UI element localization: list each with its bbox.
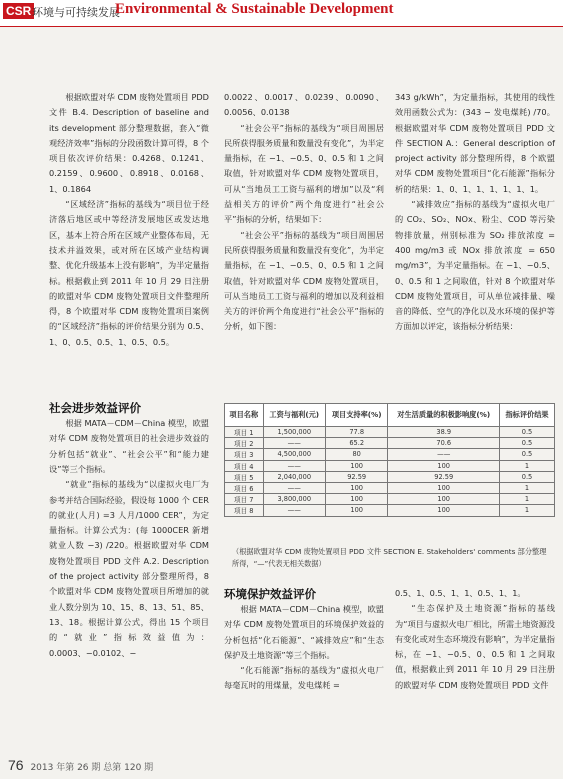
- table-cell: 100: [325, 494, 387, 505]
- header-section-en: Environmental & Sustainable Development: [115, 1, 394, 17]
- table-cell: 100: [325, 505, 387, 516]
- table-row: [225, 449, 555, 460]
- csr-badge: CSR: [3, 3, 34, 19]
- table-cell: 1,500,000: [263, 427, 325, 438]
- table-cell: ——: [263, 505, 325, 516]
- paragraph: 343 g/kWh”，为定量指标，其使用的线性效用函数公式为：(343 − 发电煤耗) /70。根据欧盟对华 CDM 废物处置项目 PDD 文件 SECTION A.：General description of project activity 部分整理所得，8 个欧盟对华 CDM 废物处置项目“化石能源”指标分析的结果：1、0、1、1、1、1、1、1。: [395, 92, 555, 194]
- table-cell: 70.6: [388, 438, 500, 449]
- table-cell: 1: [500, 494, 555, 505]
- paragraph: 0.0022、0.0017、0.0239、0.0090、0.0056、0.0138: [224, 92, 384, 118]
- table-cell: 100: [325, 460, 387, 471]
- table-cell: 项目 5: [225, 471, 264, 482]
- table-cell: 项目 8: [225, 505, 264, 516]
- page-header: [0, 0, 563, 27]
- page-footer: [8, 757, 153, 773]
- paragraph: “生态保护及土地资源”指标的基线为“项目与虚拟火电厂相比，所需土地资源没有变化或对生态环境没有影响”，为半定量指标，在 −1、−0.5、0、0.5 和 1 之间取值，根据截止到 2011 年 10 月 29 日注册的欧盟对华 CDM 废物处置项目 PDD 文件: [395, 603, 555, 690]
- column-2-bottom: [224, 586, 384, 694]
- table-header: 项目名称: [225, 404, 264, 427]
- paragraph: 根据 MATA－CDM－China 模型，欧盟对华 CDM 废物处置项目的环境保护效益的分析包括“化石能源”、“减排效应”和“生态保护及土地资源”等三个指标。: [224, 604, 384, 660]
- table-cell: 100: [388, 482, 500, 493]
- paragraph: “社会公平”指标的基线为“项目周围居民所获得服务质量和数量没有变化”，为半定量指标，在 −1、−0.5、0、0.5 和 1 之间取值，针对欧盟对华 CDM 废物处置项目，可从当地员工工资与福利的增加以及利益相关方的评价两个角度进行“社会公平”指标的分析，如下图：: [224, 229, 384, 332]
- column-2-top: [224, 90, 384, 335]
- table-header: 项目支持率(%): [325, 404, 387, 427]
- table-cell: 77.8: [325, 427, 387, 438]
- table-cell: 0.5: [500, 427, 555, 438]
- table-cell: 0.5: [500, 438, 555, 449]
- issue-info: 2013 年第 26 期 总第 120 期: [30, 763, 154, 773]
- table-cell: 项目 6: [225, 482, 264, 493]
- section-heading-environment: 环境保护效益评价: [224, 587, 316, 601]
- paragraph: “化石能源”指标的基线为“虚拟火电厂每毫瓦时的用煤量，发电煤耗 =: [224, 665, 384, 691]
- table-row: [225, 427, 555, 438]
- table-cell: 0.5: [500, 449, 555, 460]
- table-cell: 100: [388, 460, 500, 471]
- table-row: [225, 482, 555, 493]
- table-caption: （根据欧盟对华 CDM 废物处置项目 PDD 文件 SECTION E. Stakeholders' comments 部分整理所得，“—”代表无相关数据）: [232, 547, 547, 568]
- column-3-top: [395, 90, 555, 335]
- table-cell: 92.59: [388, 471, 500, 482]
- column-3-bottom: [395, 586, 555, 693]
- table-cell: 80: [325, 449, 387, 460]
- table-cell: 项目 3: [225, 449, 264, 460]
- table-row: [225, 471, 555, 482]
- table-cell: ——: [263, 438, 325, 449]
- table-row: [225, 460, 555, 471]
- table-header: 工资与福利(元): [263, 404, 325, 427]
- table-cell: 2,040,000: [263, 471, 325, 482]
- table-cell: 92.59: [325, 471, 387, 482]
- header-divider: [0, 26, 563, 27]
- table-cell: 100: [388, 494, 500, 505]
- table-cell: 0.5: [500, 471, 555, 482]
- table-header: 对生活质量的积极影响度(%): [388, 404, 500, 427]
- table-cell: 项目 4: [225, 460, 264, 471]
- paragraph: “就业”指标的基线为“以虚拟火电厂为参考并结合国际经验，假设每 1000 个 CER 的就业(人月) =3 人月/1000 CER”，为定量指标。计算公式为：(每 1000CER 新增就业人数 −3) /220。根据欧盟对华 CDM 废物处置项目 PDD 文件 A.2. Description of the project activity 部分整理所得，8 个欧盟对华 CDM 废物处置项目所增加的就业人数分别为 10、15、8、13、51、85、13、18。根据计算公式，得出 15 个项目的“就业”指标效益值为：0.0003、−0.0102、−: [49, 479, 209, 658]
- table-header: 指标评价结果: [500, 404, 555, 427]
- table-row: [225, 438, 555, 449]
- table-cell: 项目 7: [225, 494, 264, 505]
- table-row: [225, 494, 555, 505]
- table-cell: 100: [388, 505, 500, 516]
- table-cell: 项目 2: [225, 438, 264, 449]
- table-cell: 65.2: [325, 438, 387, 449]
- paragraph: 0.5、1、0.5、1、1、0.5、1、1。: [395, 588, 526, 598]
- table-cell: 38.9: [388, 427, 500, 438]
- paragraph: 根据 MATA－CDM－China 模型，欧盟对华 CDM 废物处置项目的社会进步效益的分析包括“就业”、“社会公平”和“能力建设”等三个指标。: [49, 418, 209, 474]
- paragraph: “减排效应”指标的基线为“虚拟火电厂的 CO₂、SO₂、NOx、粉尘、COD 等污染物排放量，州别标准为 SO₂ 排放浓度 = 400 mg/m3 或 NOx 排放浓度 = 650 mg/m3”，为半定量指标。在 −1、−0.5、0、0.5 和 1 之间取值，针对 8 个欧盟对华 CDM 废物处置项目，可从单位减排量、噪音的降低、空气的净化以及水环境的保护等方面加以评定，该指标分析结果：: [395, 199, 555, 332]
- table-cell: ——: [388, 449, 500, 460]
- paragraph: 根据欧盟对华 CDM 废物处置项目 PDD 文件 B.4. Description of baseline and its development 部分整理数据，套入“微观经济效率”指标的分段函数计算可得，8 个项目依次评价结果：0.4268、0.1241、0.2159、0.9600、0.8918、0.0168、1、0.1864: [49, 92, 209, 194]
- table-cell: 100: [325, 482, 387, 493]
- social-fairness-table: [224, 403, 555, 517]
- table-cell: 1: [500, 505, 555, 516]
- page-number: 76: [8, 757, 24, 773]
- table-cell: 4,500,000: [263, 449, 325, 460]
- table-cell: 1: [500, 482, 555, 493]
- paragraph: “区域经济”指标的基线为“项目位于经济落后地区或中等经济发展地区或发达地区，基本上符合所在区域产业整体布局，无技术并溢效果，或对所在区域产业结构调整、优化升级基本上没有影响”，为半定量指标。根据截止到 2011 年 10 月 29 日注册的欧盟对华 CDM 废物处置项目文件整理所得，8 个欧盟对华 CDM 废物处置项目案例的“区域经济”指标的评价结果分别为 0.5、1、0、0.5、0.5、1、0.5、0.5。: [49, 199, 209, 347]
- table-cell: ——: [263, 460, 325, 471]
- table-row: [225, 505, 555, 516]
- column-1: [49, 90, 209, 661]
- section-heading-social: 社会进步效益评价: [49, 401, 141, 416]
- table-cell: ——: [263, 482, 325, 493]
- table-cell: 项目 1: [225, 427, 264, 438]
- table-cell: 1: [500, 460, 555, 471]
- table-cell: 3,800,000: [263, 494, 325, 505]
- paragraph: “社会公平”指标的基线为“项目周围居民所获得服务质量和数量没有变化”，为半定量指标，在 −1、−0.5、0、0.5 和 1 之间取值，针对欧盟对华 CDM 废物处置项目，可从“当地员工工资与福利的增加”以及“利益相关方的评价”两个角度进行“社会公平”指标的分析，结果如下：: [224, 122, 384, 225]
- header-section-cn: 环境与可持续发展: [32, 6, 120, 19]
